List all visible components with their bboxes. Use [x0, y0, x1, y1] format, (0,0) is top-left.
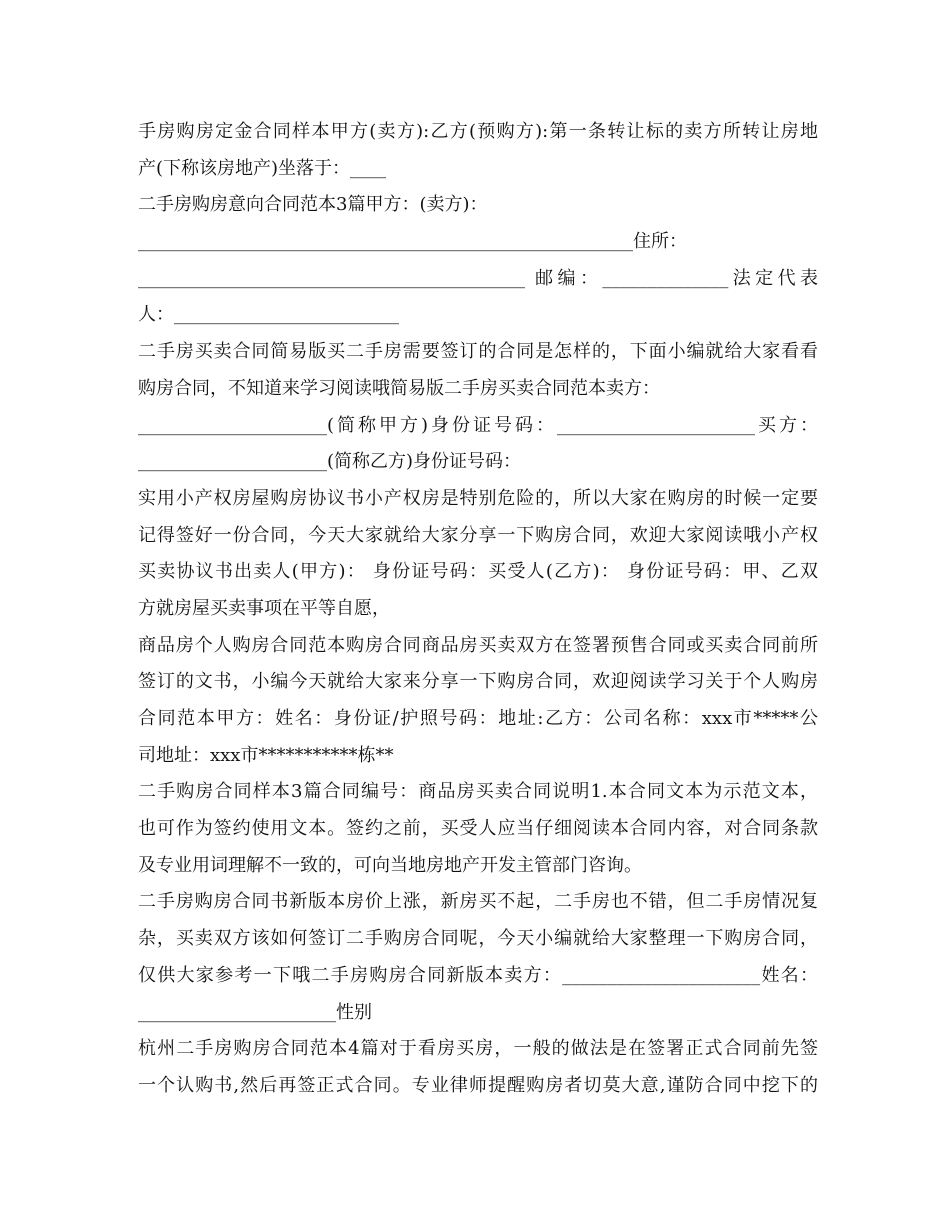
text-line: ___________________________________________ 邮编：______________法定代表: [138, 267, 818, 289]
text-line: 二手房购房意向合同范本3篇甲方：(卖方)：: [138, 194, 488, 216]
text-line: 实用小产权房屋购房协议书小产权房是特别危险的，所以大家在购房的时候一定要: [138, 487, 818, 509]
text-line: 仅供大家参考一下哦二手房购房合同新版本卖方：______________________姓名：: [138, 964, 818, 986]
document-body: [138, 114, 818, 1105]
text-line: 司地址：xxx市***********栋**: [138, 744, 394, 766]
text-line: 人：_________________________: [138, 304, 399, 326]
text-line: 杂，买卖双方该如何签订二手购房合同呢，今天小编就给大家整理一下购房合同，: [138, 928, 818, 950]
text-line: 产(下称该房地产)坐落于：____: [138, 157, 387, 179]
text-line: 手房购房定金合同样本甲方(卖方):乙方(预购方):第一条转让标的卖方所转让房地: [138, 121, 818, 142]
text-line: 记得签好一份合同，今天大家就给大家分享一下购房合同，欢迎大家阅读哦小产权: [138, 524, 818, 546]
text-line: 二手房买卖合同简易版买二手房需要签订的合同是怎样的，下面小编就给大家看看: [138, 341, 818, 363]
text-line: 杭州二手房购房合同范本4篇对于看房买房，一般的做法是在签署正式合同前先签: [138, 1038, 818, 1060]
text-line: 也可作为签约使用文本。签约之前，买受人应当仔细阅读本合同内容，对合同条款: [138, 818, 818, 840]
text-line: 二手房购房合同书新版本房价上涨，新房买不起，二手房也不错，但二手房情况复: [138, 891, 818, 913]
text-line: 一个认购书,然后再签正式合同。专业律师提醒购房者切莫大意,谨防合同中挖下的: [138, 1074, 818, 1096]
text-line: 购房合同，不知道来学习阅读哦简易版二手房买卖合同范本卖方：: [138, 377, 660, 399]
text-line: ______________________性别: [138, 1001, 372, 1023]
text-line: 及专业用词理解不一致的，可向当地房地产开发主管部门咨询。: [138, 854, 642, 876]
text-line: _____________________(简称乙方)身份证号码：: [138, 451, 522, 473]
text-line: _____________________(简称甲方)身份证号码：______________________买方：: [138, 414, 818, 436]
text-line: 买卖协议书出卖人(甲方)： 身份证号码：买受人(乙方)： 身份证号码：甲、乙双: [138, 561, 818, 583]
text-line: 二手购房合同样本3篇合同编号：商品房买卖合同说明1.本合同文本为示范文本，: [138, 781, 818, 803]
text-line: 商品房个人购房合同范本购房合同商品房买卖双方在签署预售合同或买卖合同前所: [138, 634, 818, 656]
text-line: _______________________________________________________住所：: [138, 231, 687, 253]
text-line: 合同范本甲方：姓名：身份证/护照号码：地址:乙方：公司名称：xxx市*****公: [138, 708, 818, 729]
text-line: 方就房屋买卖事项在平等自愿，: [138, 597, 390, 619]
text-line: 签订的文书，小编今天就给大家来分享一下购房合同，欢迎阅读学习关于个人购房: [138, 671, 818, 693]
